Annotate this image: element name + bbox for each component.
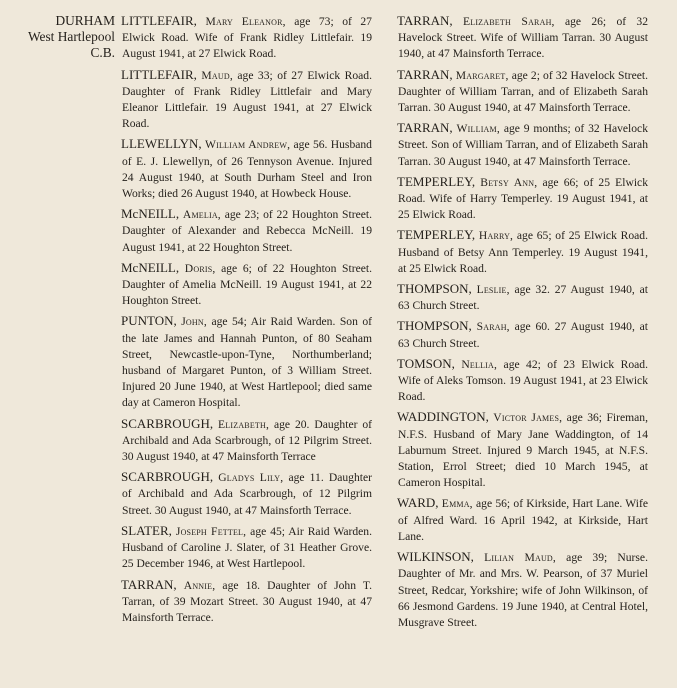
- entry-details: age 66; of 25 Elwick Road. Wife of Harry Temperley. 19 August 1941, at 25 Elwick Road.: [398, 175, 649, 222]
- entry-surname: SCARBROUGH,: [121, 415, 214, 431]
- entry-surname: TOMSON,: [397, 355, 455, 371]
- entry-given-names: Sarah,: [476, 320, 510, 334]
- county-name: DURHAM: [55, 13, 115, 28]
- entry-surname: THOMPSON,: [397, 281, 472, 297]
- entry-given-names: William,: [456, 122, 500, 136]
- entry-given-names: Maud,: [201, 68, 233, 82]
- entry-details: age 9 months; of 32 Havelock Street. Son of William Tarran, and of Elizabeth Sarah Tarran. 30 August 1940, at 47 Mainsforth Terrace.: [398, 122, 648, 168]
- entry-surname: LITTLEFAIR,: [121, 66, 197, 82]
- entry-surname: SCARBROUGH,: [121, 469, 214, 485]
- entry-details: age 42; of 23 Elwick Road. Wife of Aleks Tomson. 19 August 1941, at 23 Elwick Road.: [398, 357, 648, 404]
- entry-surname: SLATER,: [121, 522, 172, 538]
- entry-given-names: Betsy Ann,: [480, 175, 538, 189]
- entry-surname: THOMPSON,: [397, 318, 472, 334]
- entry-surname: TARRAN,: [397, 66, 453, 82]
- entry-details: age 39; Nurse. Daughter of Mr. and Mrs. W. Pearson, of 37 Muriel Street, Redcar, Yorkshire; wife of John Wilkinson, of 66 Jesmond Gardens. 19 June 1940, at Central Hotel, Musgrave Street.: [398, 551, 648, 629]
- entry-given-names: Victor James,: [493, 411, 563, 425]
- entry-details: age 65; of 25 Elwick Road. Husband of Betsy Ann Temperley. 19 August 1941, at 25 Elwick Road.: [398, 229, 648, 275]
- entry-surname: TEMPERLEY,: [397, 227, 476, 243]
- entry-surname: TARRAN,: [397, 120, 453, 136]
- entry-surname: LLEWELLYN,: [121, 136, 202, 152]
- entry-given-names: Lilian Maud,: [484, 551, 557, 565]
- entry-details: age 36; Fireman, N.F.S. Husband of Mary Jane Waddington, of 14 Laburnum Street. Injured 9 March 1945, at N.F.S. Station, Errol Street; died 10 March 1945, at Cameron Hospital.: [398, 411, 648, 490]
- casualty-entry: [122, 469, 372, 519]
- entry-surname: WILKINSON,: [397, 549, 474, 565]
- entry-surname: TARRAN,: [121, 576, 177, 592]
- entry-surname: McNEILL,: [121, 206, 180, 222]
- entry-details: age 73; of 27 Elwick Road. Wife of Frank Ridley Littlefair. 19 August 1941, at 27 Elwick Road.: [122, 15, 372, 61]
- entry-details: age 6; of 22 Houghton Street. Daughter of Amelia McNeill. 19 August 1941, at 22 Houghton Street.: [122, 261, 372, 308]
- entry-given-names: Elizabeth Sarah,: [462, 15, 555, 28]
- entry-given-names: Harry,: [478, 229, 514, 243]
- entry-details: age 26; of 32 Havelock Street. Wife of William Tarran. 30 August 1940, at 47 Mainsforth Terrace.: [398, 15, 648, 61]
- casualty-entry: [122, 577, 372, 627]
- casualty-entry: [398, 409, 648, 491]
- entry-surname: McNEILL,: [121, 259, 180, 275]
- casualty-entry: [398, 281, 648, 314]
- entries-column-left: [122, 13, 372, 630]
- entry-given-names: Amelia,: [182, 208, 221, 222]
- entry-details: age 45; Air Raid Warden. Husband of Caroline J. Slater, of 31 Heather Grove. 25 December 1946, at West Hartlepool.: [122, 524, 372, 571]
- casualty-entry: [122, 13, 372, 63]
- entry-given-names: William Andrew,: [204, 138, 291, 152]
- casualty-entry: [398, 174, 648, 224]
- entry-surname: LITTLEFAIR,: [121, 13, 197, 28]
- entry-given-names: Gladys Lily,: [218, 471, 284, 485]
- entry-details: age 56. Husband of E. J. Llewellyn, of 26 Tennyson Avenue. Injured 24 August 1940, at South Durham Steel and Iron Works; died 26 August 1940, at Howbeck House.: [122, 138, 372, 201]
- entry-details: age 60. 27 August 1940, at 63 Church Street.: [398, 320, 648, 350]
- entry-given-names: Margaret,: [455, 68, 509, 82]
- casualty-entry: [398, 495, 648, 545]
- entry-given-names: Doris,: [184, 261, 216, 275]
- entry-surname: TARRAN,: [397, 13, 453, 28]
- entry-given-names: Mary Eleanor,: [205, 15, 286, 28]
- casualty-entry: [398, 356, 648, 406]
- entry-details: age 23; of 22 Houghton Street. Daughter of Alexander and Rebecca McNeill. 19 August 1941, at 22 Houghton Street.: [122, 208, 373, 254]
- entries-column-right: [398, 13, 648, 635]
- entry-surname: WARD,: [397, 495, 439, 511]
- entry-given-names: Emma,: [441, 497, 473, 511]
- entry-details: age 56; of Kirkside, Hart Lane. Wife of Alfred Ward. 16 April 1942, at Kirkside, Hart Lane.: [398, 497, 648, 543]
- borough-label: C.B.: [90, 45, 115, 61]
- entry-given-names: Nellia,: [461, 357, 498, 371]
- casualty-entry: [122, 523, 372, 573]
- casualty-entry: [398, 120, 648, 170]
- area-name: West Hartlepool: [27, 29, 115, 45]
- entry-surname: TEMPERLEY,: [397, 173, 476, 189]
- casualty-entry: [122, 67, 372, 133]
- entry-details: age 20. Daughter of Archibald and Ada Scarbrough, of 12 Pilgrim Street. 30 August 1940, at 47 Mainsforth Terrace: [122, 417, 372, 464]
- casualty-entry: [122, 416, 372, 466]
- casualty-entry: [398, 13, 648, 63]
- entry-given-names: Leslie,: [476, 283, 510, 297]
- entry-given-names: John,: [181, 315, 207, 329]
- entry-details: age 32. 27 August 1940, at 63 Church Street.: [398, 283, 648, 313]
- entry-surname: WADDINGTON,: [397, 409, 489, 425]
- entry-given-names: Annie,: [183, 578, 216, 592]
- casualty-entry: [122, 136, 372, 202]
- entry-details: age 18. Daughter of John T. Tarran, of 39 Mozart Street. 30 August 1940, at 47 Mainsforth Terrace.: [122, 578, 373, 624]
- entry-details: age 54; Air Raid Warden. Son of the late James and Hannah Punton, of 80 Seaham Street, Newcastle-upon-Tyne, Northumberland; husband of Margaret Punton, of 3 William Street. Injured 20 June 1940, at West Hartlepool; died same day at Cameron Hospital.: [122, 315, 372, 410]
- casualty-entry: [122, 260, 372, 310]
- side-heading: [0, 13, 115, 62]
- casualty-entry: [122, 206, 372, 256]
- entry-given-names: Joseph Fettel,: [175, 524, 247, 538]
- casualty-entry: [398, 318, 648, 351]
- entry-details: age 2; of 32 Havelock Street. Daughter of William Tarran, and of Elizabeth Sarah Tarran. 30 August 1940, at 47 Mainsforth Terrace.: [398, 68, 648, 115]
- casualty-entry: [398, 549, 648, 631]
- entry-details: age 33; of 27 Elwick Road. Daughter of Frank Ridley Littlefair and Mary Eleanor Littlefair. 19 August 1941, at 27 Elwick Road.: [122, 68, 372, 131]
- entry-given-names: Elizabeth,: [218, 417, 270, 431]
- casualty-entry: [398, 227, 648, 277]
- casualty-entry: [398, 67, 648, 117]
- entry-details: age 11. Daughter of Archibald and Ada Scarbrough, of 12 Pilgrim Street. 30 August 1940, at 47 Mainsforth Terrace.: [122, 471, 372, 517]
- entry-surname: PUNTON,: [121, 313, 177, 329]
- casualty-entry: [122, 313, 372, 411]
